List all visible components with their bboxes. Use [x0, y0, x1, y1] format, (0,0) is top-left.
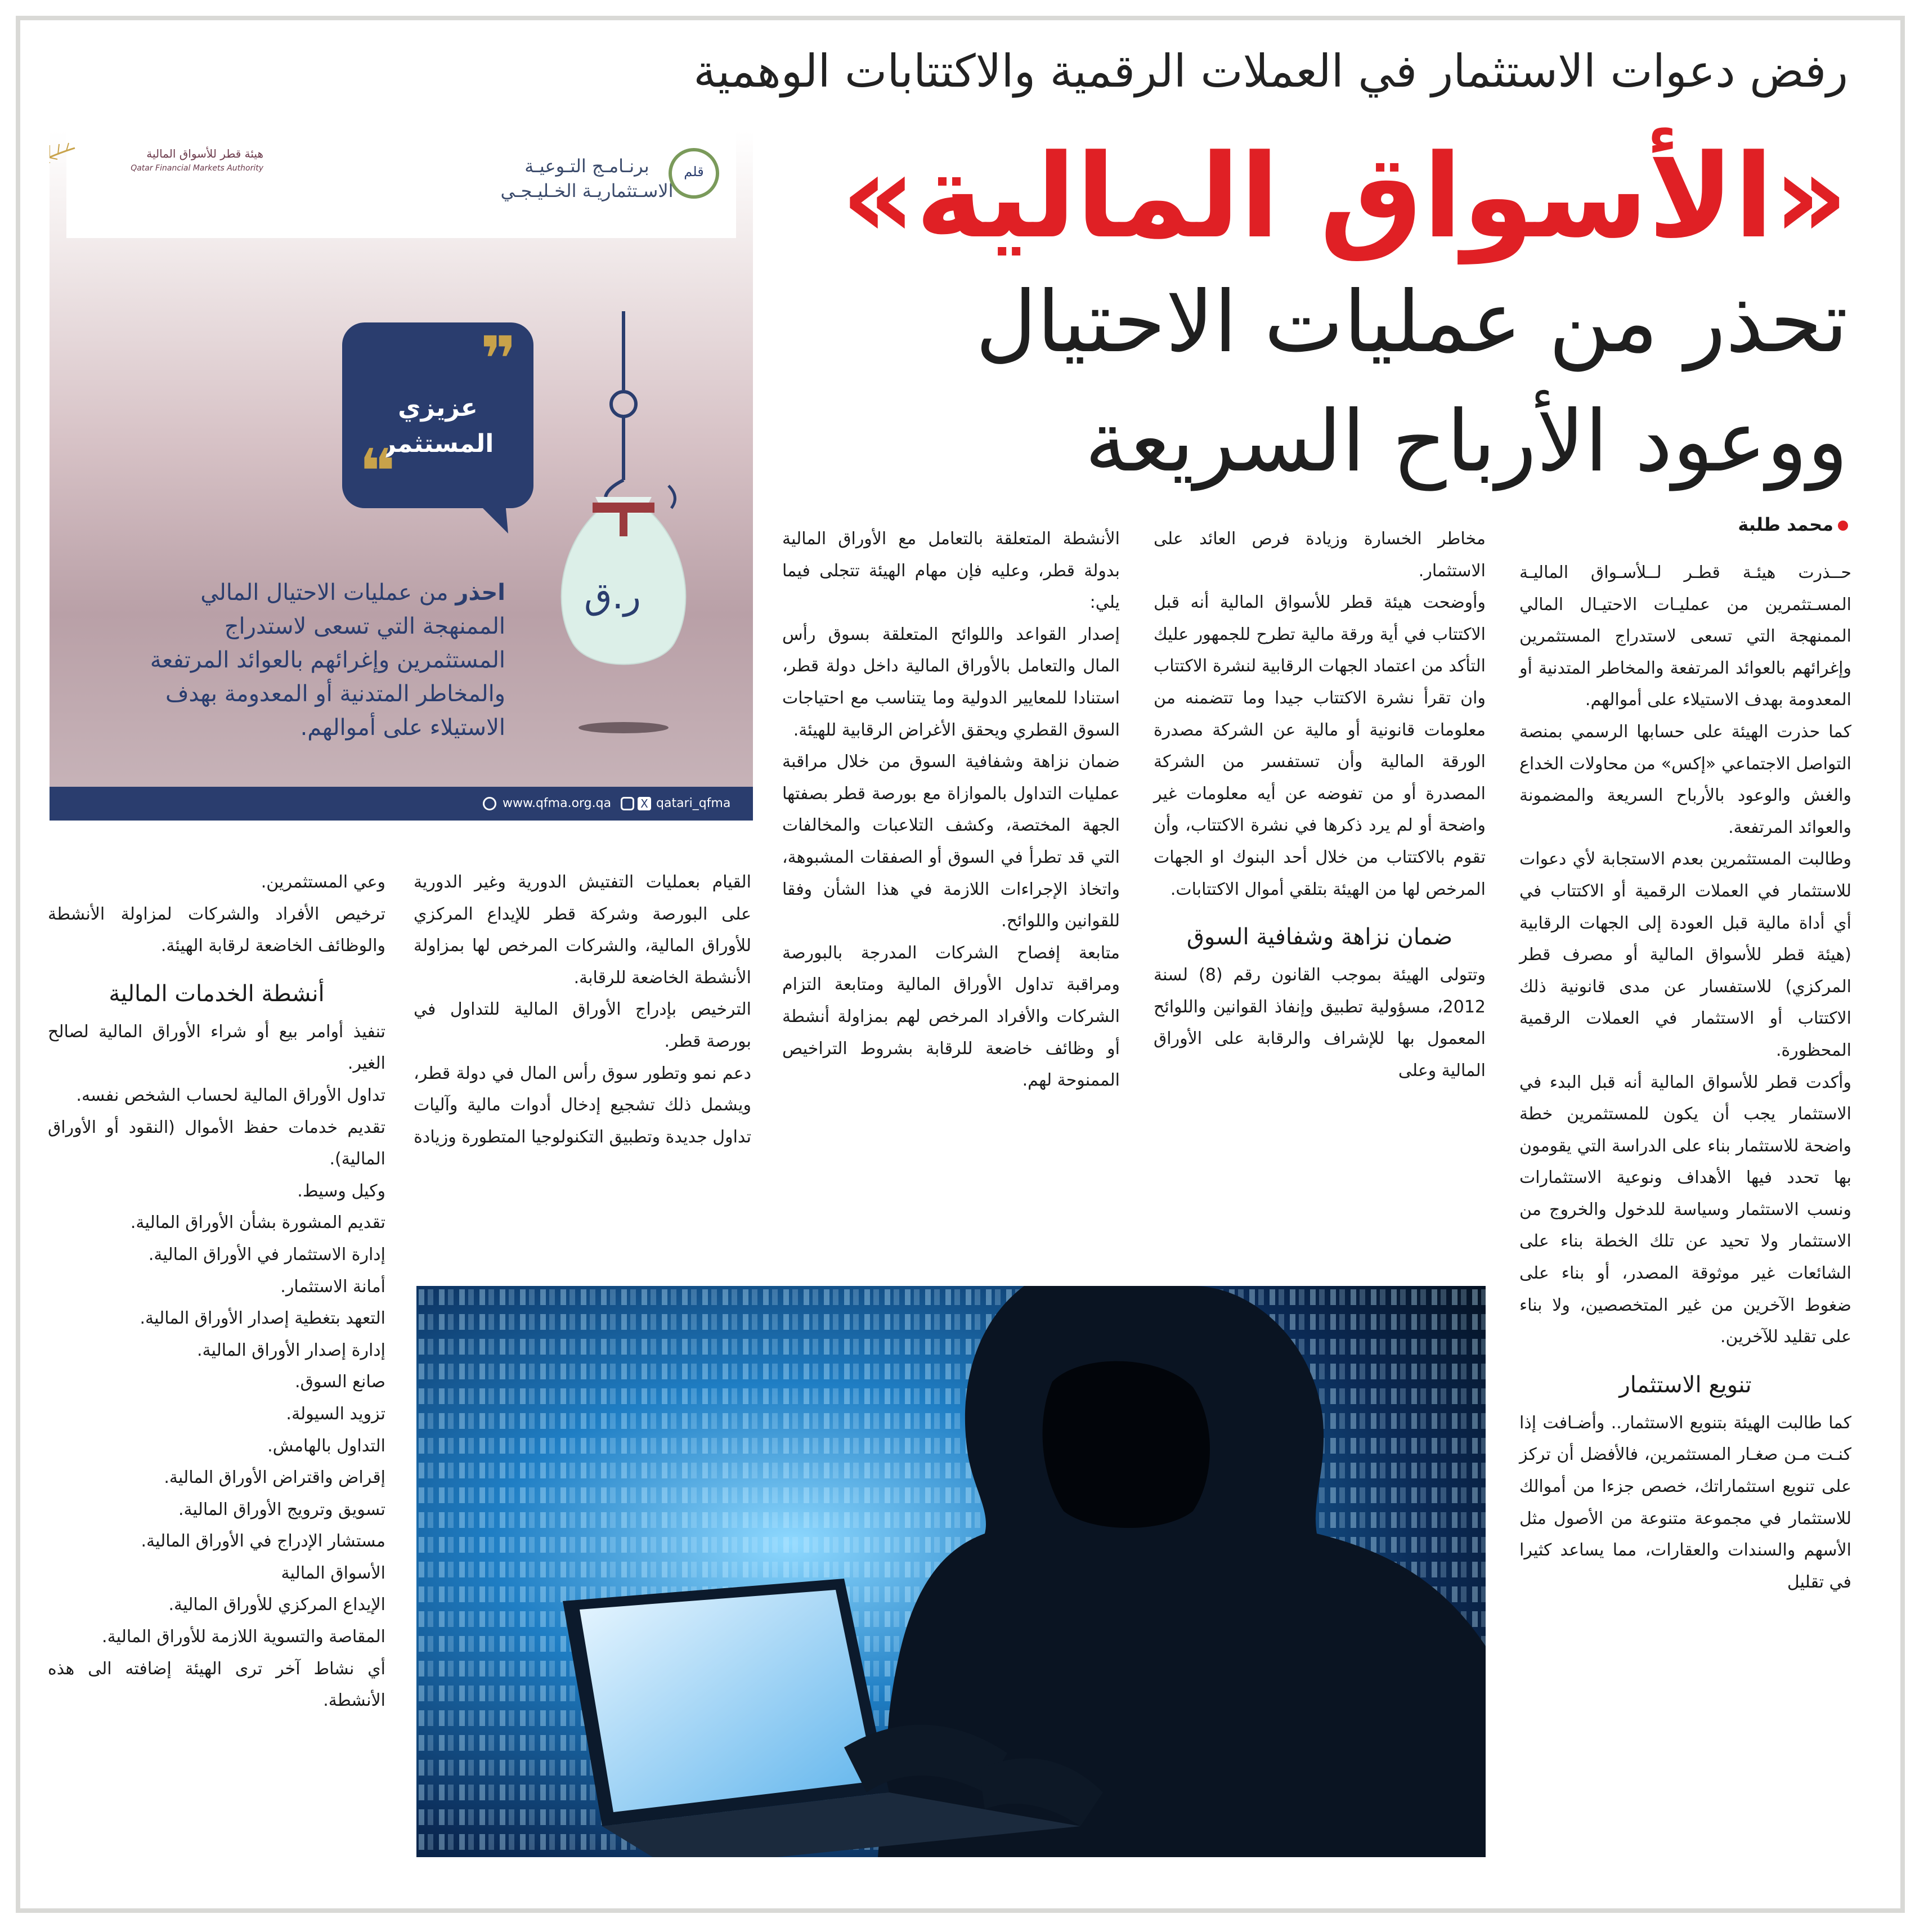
column-4: [414, 867, 751, 1153]
col5-subheading: أنشطة الخدمات المالية: [109, 980, 325, 1007]
program-name: برنـامـج التـوعيـة الاسـتثماريـة الخـليـجـي: [500, 155, 674, 201]
col4-paragraph-2: الترخيص بإدراج الأوراق المالية للتداول في بورصة قطر.: [414, 999, 751, 1051]
col3-paragraph-2: إصدار القواعد واللوائح المتعلقة بسوق رأس المال والتعامل بالأوراق المالية داخل دولة قطر، استنادا للمعايير الدولية وما يتناسب مع احتياجات السوق القطري ويحقق الأغراض الرقابية للهيئة.: [782, 624, 1120, 740]
program-logo: [669, 148, 719, 199]
col4-paragraph-1: القيام بعمليات التفتيش الدورية وغير الدورية على البورصة وشركة قطر للإيداع المركزي للأوراق المالية، والشركات المرخص لها بمزاولة الأنشطة الخاضعة للرقابة.: [414, 872, 751, 988]
service-item: المقاصة والتسوية اللازمة للأوراق المالية.: [102, 1627, 385, 1647]
authority-name-en: Qatar Financial Markets Authority: [131, 164, 263, 173]
close-quote-icon: ❝: [359, 436, 396, 508]
col2-subheading: ضمان نزاهة وشفافية السوق: [1186, 924, 1453, 951]
service-item: صانع السوق.: [294, 1372, 385, 1392]
col1-paragraph-5: كما طالبت الهيئة بتنويع الاستثمار.. وأضـافت إذا كنـت مـن صغـار المستثمرين، فالأفضل أن تركز على تنويع استثماراتك، خصص جزءا من أموالك للاستثمار في مجموعة متنوعة من الأصول مثل الأسهم والسندات والعقارات، مما يساعد كثيرا في تقليل: [1519, 1413, 1851, 1592]
authority-name-ar: هيئة قطر للأسواق المالية: [146, 147, 263, 160]
service-item: تقديم المشورة بشأن الأوراق المالية.: [130, 1213, 385, 1233]
speech-bubble: [342, 322, 533, 508]
bubble-tail-icon: [477, 503, 511, 536]
open-quote-icon: ❞: [480, 323, 517, 395]
service-item: إدارة إصدار الأوراق المالية.: [196, 1340, 385, 1360]
bubble-text: عزيزي المستثمر: [382, 393, 494, 458]
col5-paragraph-1: وعي المستثمرين.: [261, 872, 385, 892]
col1-paragraph-3: وطالبت المستثمرين بعدم الاستجابة لأي دعوات للاستثمار في العملات الرقمية أو الاكتتاب في أي أداة مالية قبل العودة إلى الجهات الرقابية (هيئة قطر للأسواق المالية أو مصرف قطر المركزي) للاستفسار عن مدى قانونية ذلك الاكتتاب أو الاستثمار في العملات الرقمية المحظورة.: [1519, 849, 1851, 1060]
col5-paragraph-2: ترخيص الأفراد والشركات لمزاولة الأنشطة والوظائف الخاضعة لرقابة الهيئة.: [48, 904, 385, 956]
instagram-icon: [621, 797, 634, 810]
col2-paragraph-3: وتتولى الهيئة بموجب القانون رقم (8) لسنة 2012، مسؤولية تطبيق وإنفاذ القوانين واللوائح المعمول بها للإشراف والرقابة على الأوراق المالية وعلى: [1154, 965, 1486, 1081]
col3-paragraph-3: ضمان نزاهة وشفافية السوق من خلال مراقبة عمليات التداول بالموازاة مع بورصة قطر بصفتها الجهة المختصة، وكشف التلاعبات والمخالفات التي قد تطرأ في السوق أو الصفقات المشبوهة، واتخاذ الإجراءات اللازمة في هذا الشأن وفقا للقوانين واللوائح.: [782, 752, 1120, 931]
service-item: تسويق وترويج الأوراق المالية.: [178, 1499, 385, 1519]
ad-warning: [111, 576, 505, 745]
financial-services-list: [48, 1016, 385, 1717]
service-item: الإيداع المركزي للأوراق المالية.: [168, 1595, 385, 1615]
service-item: إدارة الاستثمار في الأوراق المالية.: [148, 1244, 385, 1265]
col4-paragraph-3: دعم نمو وتطور سوق رأس المال في دولة قطر، ويشمل ذلك تشجيع إدخال أدوات مالية وآليات تداول جديدة وتطبيق التكنولوجيا المتطورة وزيادة: [414, 1063, 751, 1147]
warning-keyword: احذر: [455, 580, 505, 606]
subtitle-line-1: تحذر من عمليات الاحتيال: [975, 274, 1848, 371]
ad-footer: [50, 787, 753, 821]
service-item: الأسواق المالية: [281, 1563, 385, 1583]
qfma-advertisement: [50, 131, 753, 821]
service-item: تنفيذ أوامر بيع أو شراء الأوراق المالية لصالح الغير.: [48, 1021, 385, 1074]
col1-paragraph-4: وأكدت قطر للأسواق المالية أنه قبل البدء في الاستثمار يجب أن يكون للمستثمرين خطة واضحة للاستثمار بناء على الدراسة التي يقومون بها تحدد فيها الأهداف ونوعية الاستثمارات ونسب الاستثمار وسياسة للدخول والخروج من الاستثمار ولا تحيد عن تلك الخطة بناء على الشائعات غير موثوقة المصدر، أو بناء على ضغوط الآخرين من غير المتخصصين، ولا بناء على تقليد للآخرين.: [1519, 1072, 1851, 1347]
x-icon: X: [638, 797, 651, 810]
qfma-logo: [83, 142, 263, 204]
globe-icon: [483, 797, 496, 810]
main-title: «الأسواق المالية»: [841, 130, 1848, 264]
service-item: التداول بالهامش.: [267, 1436, 385, 1456]
kicker-headline: رفض دعوات الاستثمار في العملات الرقمية والاكتتابات الوهمية: [693, 45, 1848, 97]
col3-paragraph-4: متابعة إفصاح الشركات المدرجة بالبورصة ومراقبة تداول الأوراق المالية ومتابعة التزام الشركات والأفراد المرخص لهم بمزاولة أنشطة أو وظائف خاضعة للرقابة بشروط التراخيص الممنوحة لهم.: [782, 943, 1120, 1091]
col3-paragraph-1: الأنشطة المتعلقة بالتعامل مع الأوراق المالية بدولة قطر، وعليه فإن مهام الهيئة تتجلى فيما يلي:: [782, 529, 1120, 613]
col2-paragraph-1: مخاطر الخسارة وزيادة فرص العائد على الاستثمار.: [1154, 529, 1486, 581]
social-handle: qatari_qfma: [656, 796, 731, 810]
column-3: [782, 523, 1120, 1097]
col1-paragraph-2: كما حذرت الهيئة على حسابها الرسمي بمنصة التواصل الاجتماعي «إكس» من محاولات الخداع والغش والوعود بالأرباح السريعة والمضمونة والعوائد المرتفعة.: [1519, 721, 1851, 837]
warning-text: من عمليات الاحتيال المالي الممنهجة التي تسعى لاستدراج المستثمرين وإغرائهم بالعوائد المرتفعة والمخاطر المتدنية أو المعدومة بهدف الاستيلاء على أموالهم.: [150, 580, 505, 741]
byline: [1738, 513, 1848, 536]
service-item: وكيل وسيط.: [297, 1181, 385, 1201]
service-item: تزويد السيولة.: [286, 1404, 385, 1424]
col1-paragraph-1: حــذرت هيئـة قطـر لــلأسـواق الماليـة المسـتثمرين من عمليـات الاحتيـال المالي الممنهجة التي تسعى لاستدراج المستثمرين وإغرائهم بالعوائد المرتفعة والمخاطر المتدنية أو المعدومة بهدف الاستيلاء على أموالهم.: [1519, 563, 1851, 710]
hacker-photo: [416, 1286, 1486, 1857]
byline-dot-icon: [1838, 521, 1848, 531]
service-item: أي نشاط آخر ترى الهيئة إضافته الى هذه الأنشطة.: [48, 1658, 385, 1711]
money-bag-icon: [539, 311, 708, 739]
column-2: [1154, 523, 1486, 1087]
service-item: التعهد بتغطية إصدار الأوراق المالية.: [140, 1308, 385, 1329]
column-5: [48, 867, 385, 1717]
subtitle-line-2: ووعود الأرباح السريعة: [1084, 393, 1848, 491]
currency-label: ر.ق: [584, 576, 641, 617]
col2-paragraph-2: وأوضحت هيئة قطر للأسواق المالية أنه قبل الاكتتاب في أية ورقة مالية تطرح للجمهور عليك التأكد من اعتماد الجهات الرقابية لنشرة الاكتتاب وان تقرأ نشرة الاكتتاب جيدا وما تتضمنه من معلومات قانونية أو مالية عن الشركة مصدرة الورقة المالية وأن تستفسر من الشركة المصدرة أو من تفوضه عن أيه معلومات غير واضحة أو لم يرد ذكرها في نشرة الاكتتاب، وأن تقوم بالاكتتاب من خلال أحد البنوك او الجهات المرخص لها من الهيئة بتلقي أموال الاكتتابات.: [1154, 593, 1486, 899]
hacker-image: [416, 1286, 1486, 1857]
website-url: www.qfma.org.qa: [503, 796, 612, 810]
service-item: تداول الأوراق المالية لحساب الشخص نفسه.: [76, 1085, 385, 1105]
service-item: مستشار الإدراج في الأوراق المالية.: [141, 1531, 385, 1552]
col1-subheading: تنويع الاستثمار: [1619, 1371, 1752, 1398]
program-logo-text: قلم: [684, 164, 704, 180]
author-name: محمد طلبة: [1738, 514, 1833, 535]
service-item: تقديم خدمات حفظ الأموال (النقود أو الأوراق المالية).: [48, 1117, 385, 1169]
service-item: أمانة الاستثمار.: [280, 1276, 385, 1297]
column-1: [1519, 557, 1851, 1598]
palm-frond-icon: [50, 142, 78, 187]
service-item: إقراض واقتراض الأوراق المالية.: [164, 1468, 385, 1488]
